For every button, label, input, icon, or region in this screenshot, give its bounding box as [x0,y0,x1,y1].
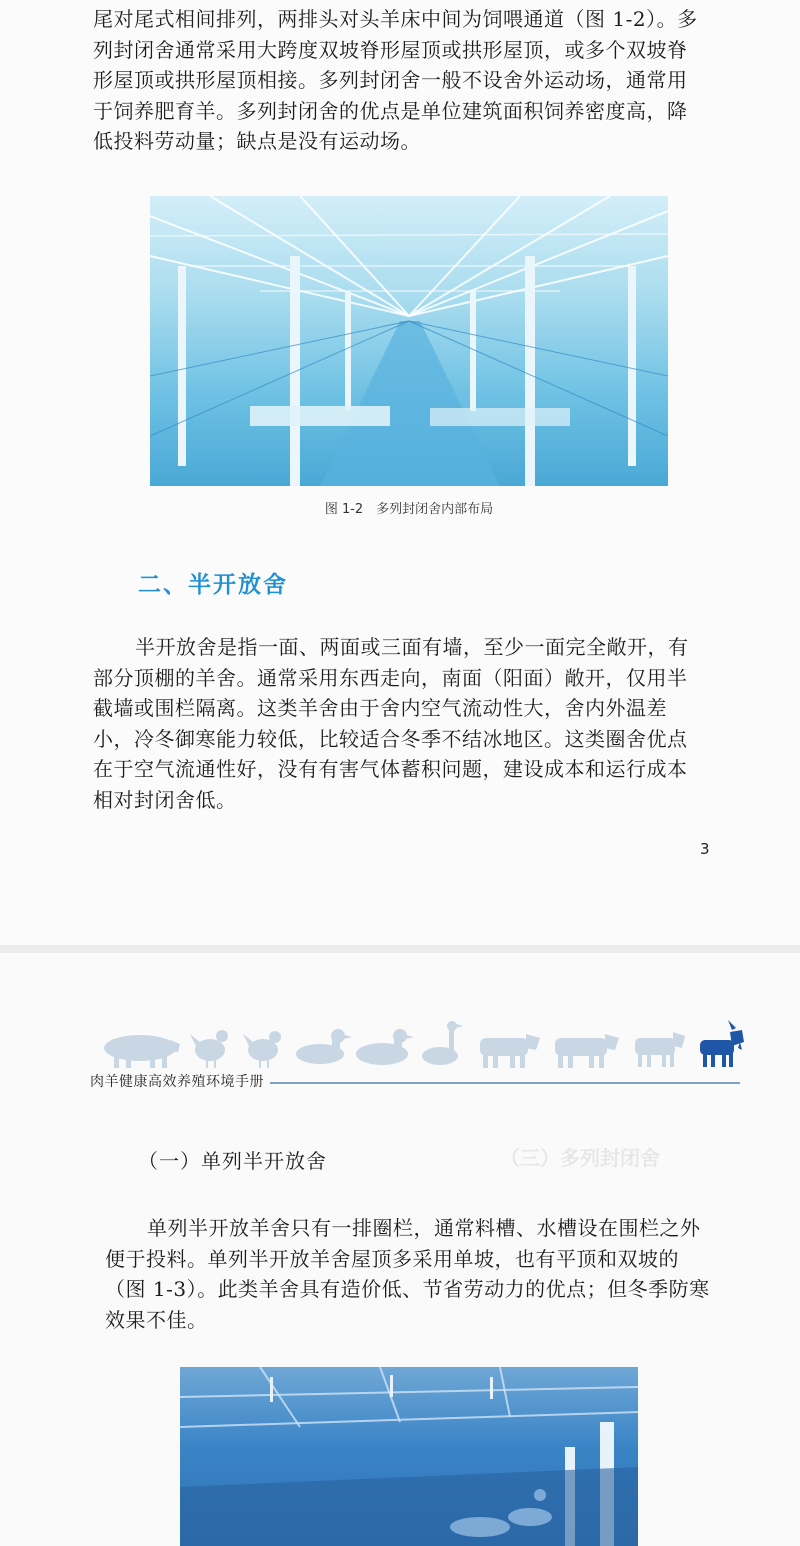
text-line: 效果不佳。 [105,1307,208,1332]
bleed-through-text: （三）多列封闭舍 [500,1146,660,1170]
pig-icon [104,1035,180,1068]
paragraph-multi-row-closed-barn [93,4,753,157]
page-number: 3 [700,840,710,858]
text-line: 形屋顶或拱形屋顶相接。多列封闭舍一般不设舍外运动场，通常用 [93,68,688,92]
duck-icon [356,1029,414,1065]
text-line: 小，冷冬御寒能力较低，比较适合冬季不结冰地区。这类圈舍优点 [93,726,688,751]
text-line: 部分顶棚的羊舍。通常采用东西走向，南面（阳面）敞开，仅用半 [93,665,688,690]
text-line: 于饲养肥育羊。多列封闭舍的优点是单位建筑面积饲养密度高，降 [93,98,688,123]
text-line: 尾对尾式相间排列，两排头对头羊床中间为饲喂通道（图 1-2）。多 [93,7,698,31]
figure-1-2-barn-interior-photo [150,196,668,486]
paragraph-semi-open-barn [93,632,753,815]
text-line: 单列半开放羊舍只有一排圈栏，通常料槽、水槽设在围栏之外 [147,1216,701,1240]
chicken-icon [190,1030,228,1068]
cow-icon [480,1034,540,1068]
duck-icon [296,1029,352,1064]
running-header-book-title: 肉羊健康高效养殖环境手册 [90,1071,270,1091]
text-line: 相对封闭舍低。 [93,787,237,812]
semi-open-barn-illustration [180,1367,638,1546]
goat-icon [700,1020,744,1067]
goose-icon [422,1021,463,1065]
barn-interior-illustration [150,196,668,486]
text-line: 列封闭舍通常采用大跨度双坡脊形屋顶或拱形屋顶，或多个双坡脊 [93,37,688,62]
paragraph-single-row-semi-open [105,1213,755,1335]
text-line: 在于空气流通性好，没有有害气体蓄积问题，建设成本和运行成本 [93,757,688,781]
figure-caption: 图 1-2 多列封闭舍内部布局 [324,502,494,517]
page-separator [0,945,800,953]
figure-1-3-semi-open-barn-photo [180,1367,638,1546]
sub-section-heading: （一）单列半开放舍 [138,1149,327,1173]
text-line: 半开放舍是指一面、两面或三面有墙，至少一面完全敞开，有 [135,635,689,659]
section-heading: 二、半开放舍 [138,572,288,598]
cattle-icon [635,1032,685,1067]
animal-header-strip [100,1018,750,1070]
text-line: 低投料劳动量；缺点是没有运动场。 [93,129,421,153]
text-line: （图 1-3）。此类羊舍具有造价低、节省劳动力的优点；但冬季防寒 [105,1277,710,1301]
text-line: 便于投料。单列半开放羊舍屋顶多采用单坡，也有平顶和双坡的 [105,1246,679,1271]
chicken-icon [243,1031,281,1068]
text-line: 截墙或围栏隔离。这类羊舍由于舍内空气流动性大，舍内外温差 [93,696,667,720]
cow-icon [555,1034,619,1068]
